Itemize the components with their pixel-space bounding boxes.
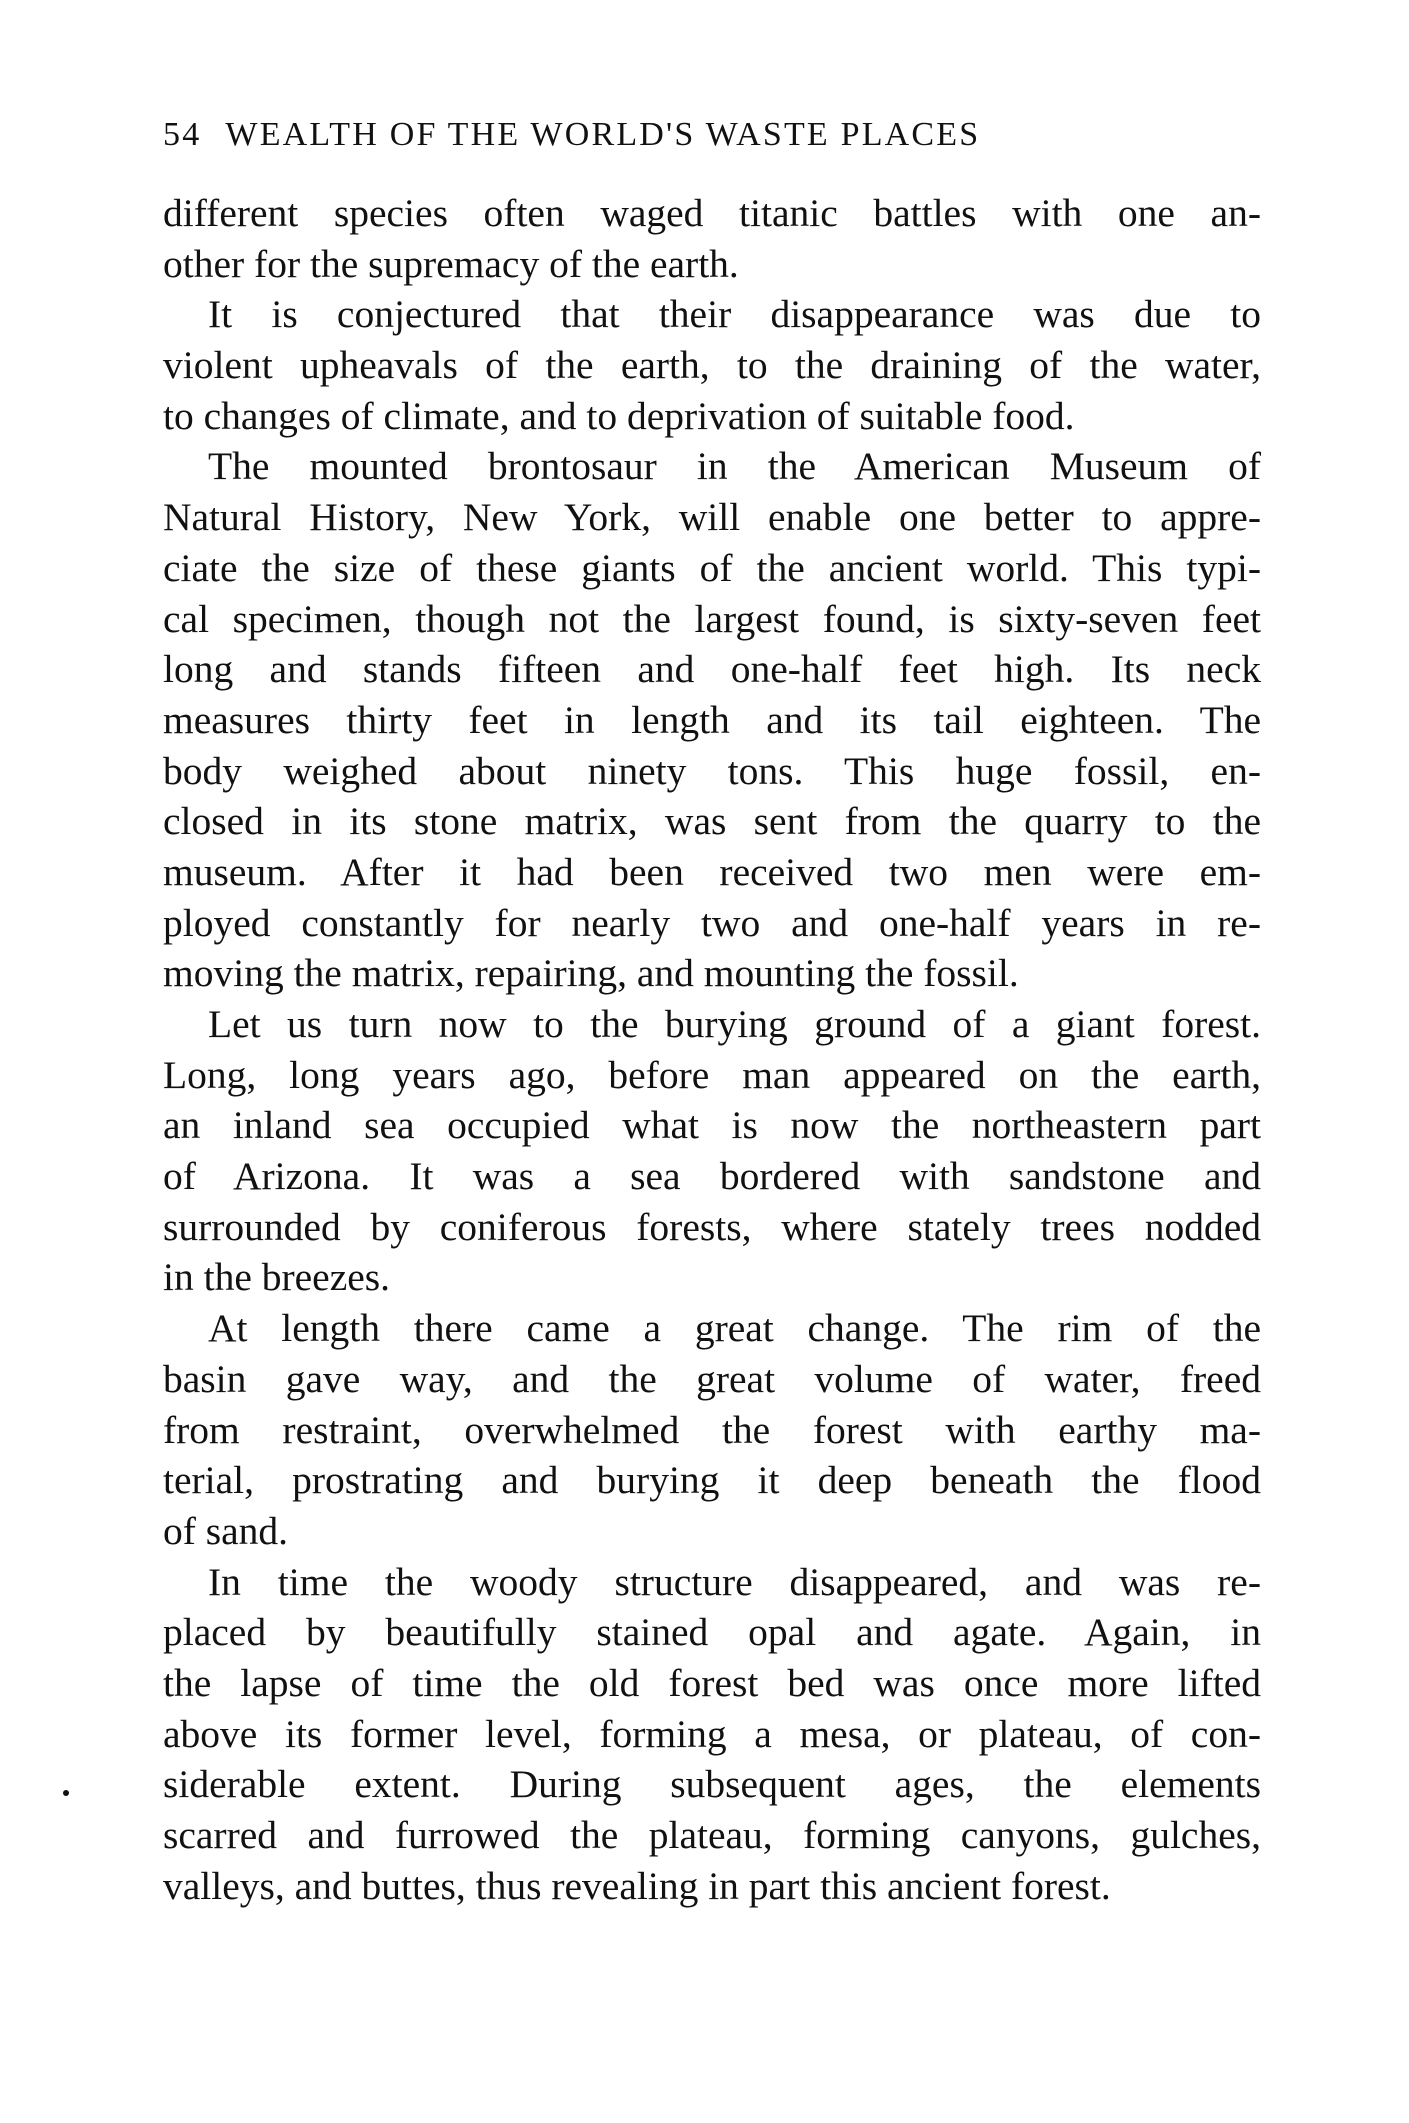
text-line: It is conjectured that their disappearance was due to: [208, 292, 1261, 337]
page-number: 54: [163, 116, 202, 153]
text-line: the lapse of time the old forest bed was once more lifted: [163, 1660, 1261, 1705]
text-line: Let us turn now to the burying ground of a giant forest.: [208, 1002, 1261, 1046]
text-line: siderable extent. During subsequent ages, the elements: [163, 1762, 1261, 1807]
book-title: WEALTH OF THE WORLD'S WASTE PLACES: [225, 116, 981, 153]
text-line: an inland sea occupied what is now the northeastern part: [163, 1103, 1261, 1148]
paragraph: [163, 1303, 1261, 1556]
running-head: [163, 110, 1263, 160]
paragraph: [163, 999, 1261, 1303]
paragraph: [163, 289, 1261, 441]
text-line: to changes of climate, and to deprivation of suitable food.: [163, 393, 1075, 438]
text-line: Natural History, New York, will enable one better to appre-: [163, 495, 1261, 540]
body-text: [163, 188, 1261, 1911]
text-line: measures thirty feet in length and its tail eighteen. The: [163, 697, 1261, 742]
text-line: valleys, and buttes, thus revealing in part this ancient forest.: [163, 1863, 1111, 1908]
text-line: of sand.: [163, 1508, 289, 1553]
scan-speck: [63, 1790, 69, 1796]
text-line: At length there came a great change. The rim of the: [208, 1306, 1261, 1351]
text-line: from restraint, overwhelmed the forest with earthy ma-: [163, 1407, 1261, 1452]
text-line: body weighed about ninety tons. This huge fossil, en-: [163, 748, 1261, 793]
text-line: museum. After it had been received two men were em-: [163, 849, 1261, 894]
text-line: above its former level, forming a mesa, or plateau, of con-: [163, 1711, 1261, 1756]
text-line: placed by beautifully stained opal and agate. Again, in: [163, 1610, 1261, 1655]
text-line: ployed constantly for nearly two and one-half years in re-: [163, 900, 1261, 945]
text-line: other for the supremacy of the earth.: [163, 241, 739, 286]
text-line: terial, prostrating and burying it deep beneath the flood: [163, 1458, 1261, 1503]
text-line: in the breezes.: [163, 1255, 391, 1300]
text-line: basin gave way, and the great volume of water, freed: [163, 1356, 1261, 1401]
paragraph: [163, 441, 1261, 999]
text-line: surrounded by coniferous forests, where stately trees nodded: [163, 1204, 1261, 1249]
text-line: In time the woody structure disappeared, and was re-: [208, 1559, 1261, 1604]
text-line: moving the matrix, repairing, and mounting the fossil.: [163, 951, 1019, 996]
paragraph: [163, 1557, 1261, 1912]
text-line: ciate the size of these giants of the ancient world. This typi-: [163, 545, 1261, 590]
text-line: of Arizona. It was a sea bordered with sandstone and: [163, 1154, 1261, 1199]
text-line: violent upheavals of the earth, to the draining of the water,: [163, 343, 1261, 388]
text-line: The mounted brontosaur in the American Museum of: [208, 444, 1261, 489]
text-line: cal specimen, though not the largest found, is sixty-seven feet: [163, 596, 1261, 641]
text-line: different species often waged titanic battles with one an-: [163, 191, 1261, 235]
text-line: closed in its stone matrix, was sent from the quarry to the: [163, 799, 1261, 844]
text-line: long and stands fifteen and one-half feet high. Its neck: [163, 647, 1261, 692]
text-line: Long, long years ago, before man appeared on the earth,: [163, 1052, 1261, 1097]
text-line: scarred and furrowed the plateau, forming canyons, gulches,: [163, 1813, 1261, 1857]
paragraph: [163, 188, 1261, 289]
